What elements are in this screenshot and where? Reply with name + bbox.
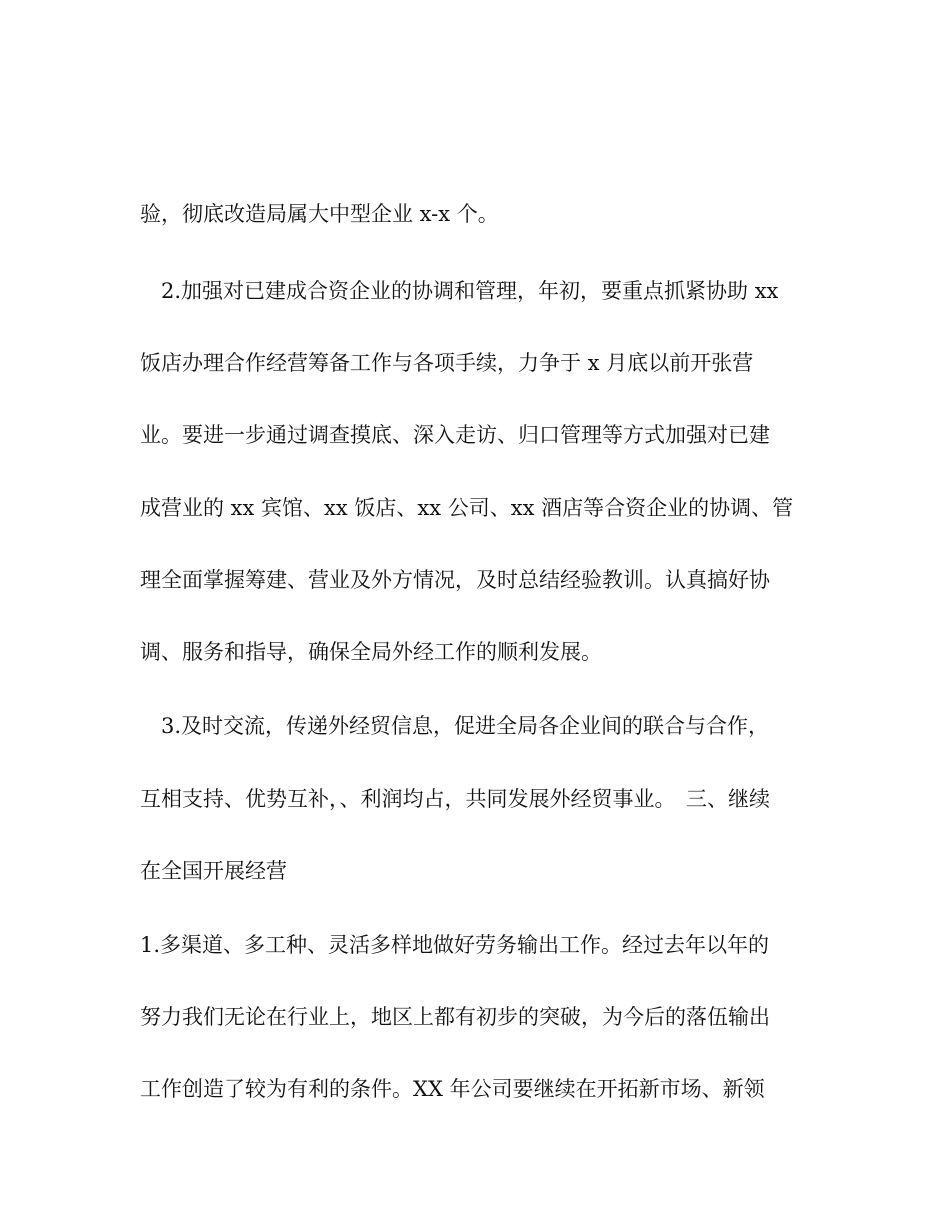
paragraph-line: 1.多渠道、多工种、灵活多样地做好劳务输出工作。经过去年以年的 [140,933,770,957]
paragraph-line: 互相支持、优势互补，、利润均占，共同发展外经贸事业。 三、继续 [140,787,770,811]
paragraph-line: 理全面掌握筹建、营业及外方情况，及时总结经验教训。认真搞好协 [140,568,770,592]
paragraph-line: 调、服务和指导，确保全局外经工作的顺利发展。 [140,640,602,664]
paragraph-line: 验，彻底改造局属大中型企业 x-x 个。 [140,202,499,226]
paragraph-line: 工作创造了较为有利的条件。XX 年公司要继续在开拓新市场、新领 [140,1077,765,1101]
paragraph-line: 业。要进一步通过调查摸底、深入走访、归口管理等方式加强对已建 [140,423,770,447]
paragraph-line: 3.及时交流，传递外经贸信息，促进全局各企业间的联合与合作， [161,714,770,738]
section-heading-line: 在全国开展经营 [140,859,287,883]
paragraph-line: 努力我们无论在行业上，地区上都有初步的突破，为今后的落伍输出 [140,1005,770,1029]
paragraph-line: 成营业的 xx 宾馆、xx 饭店、xx 公司、xx 酒店等合资企业的协调、管 [140,496,794,520]
paragraph-line: 2.加强对已建成合资企业的协调和管理，年初，要重点抓紧协助 xx [161,279,779,303]
paragraph-line: 饭店办理合作经营筹备工作与各项手续，力争于 x 月底以前开张营 [140,351,754,375]
